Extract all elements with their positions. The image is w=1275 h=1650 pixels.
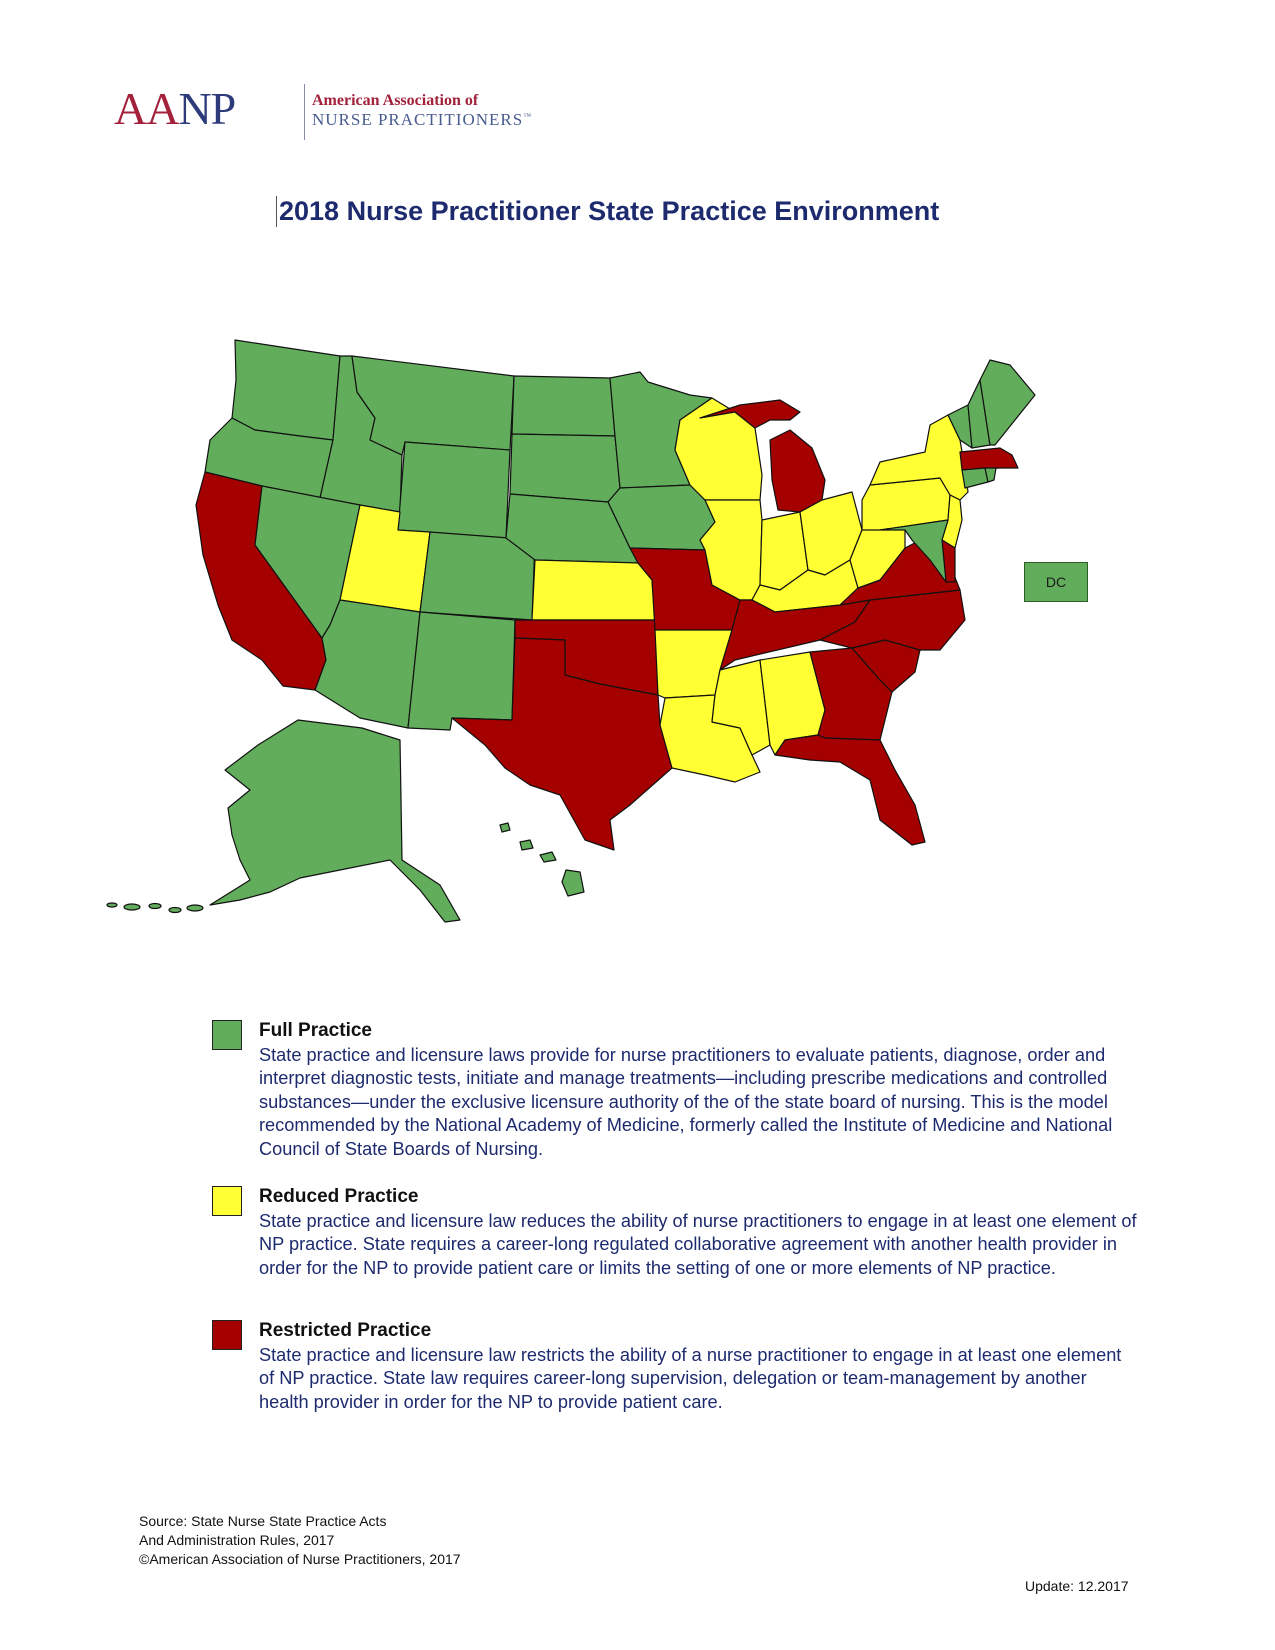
state-SD[interactable] xyxy=(510,434,620,502)
source-citation xyxy=(139,1512,461,1569)
aleutian-island xyxy=(149,904,161,909)
aanp-logo xyxy=(114,80,594,150)
logo-org-line2 xyxy=(312,110,531,130)
page-title: 2018 Nurse Practitioner State Practice Environment xyxy=(276,196,939,227)
state-KS[interactable] xyxy=(532,560,655,620)
legend-description-full: State practice and licensure laws provide for nurse practitioners to evaluate patients, diagnose, order and interpret diagnostic tests, initiate and manage treatments—including prescribe medications and controlled substances—under the exclusive licensure authority of the of the state board of nursing. This is the model recommended by the National Academy of Medicine, formerly called the Institute of Medicine and National Council of State Boards of Nursing. xyxy=(259,1045,1113,1159)
legend-title-restricted: Restricted Practice xyxy=(259,1320,432,1341)
aleutian-islands xyxy=(107,903,203,913)
dc-indicator[interactable]: DC xyxy=(1024,562,1088,602)
legend-swatch-reduced xyxy=(212,1186,242,1216)
legend-swatch-restricted xyxy=(212,1320,242,1350)
legend-description-reduced: State practice and licensure law reduces the ability of nurse practitioners to engage in at least one element of NP practice. State requires a career-long regulated collaborative agreement with another health provider in order for the NP to provide patient care or limits the setting of one or more elements of NP practice. xyxy=(259,1211,1137,1278)
source-line-1: Source: State Nurse State Practice Acts xyxy=(139,1513,387,1529)
map-svg xyxy=(100,330,1090,970)
legend-title-reduced: Reduced Practice xyxy=(259,1186,419,1207)
aleutian-island xyxy=(187,905,203,911)
state-CT[interactable] xyxy=(962,468,988,488)
logo-mark-np: NP xyxy=(178,83,236,134)
state-MA[interactable] xyxy=(960,448,1018,470)
legend-swatch-full xyxy=(212,1020,242,1050)
logo-divider xyxy=(304,84,305,140)
state-WA[interactable] xyxy=(232,340,340,440)
state-FL[interactable] xyxy=(775,735,925,845)
aleutian-island xyxy=(169,908,181,913)
aleutian-island xyxy=(124,904,140,910)
logo-trademark: ™ xyxy=(523,111,532,121)
logo-org-line1: American Association of xyxy=(312,92,479,109)
state-ND[interactable] xyxy=(512,376,615,436)
aleutian-island xyxy=(107,903,117,907)
legend-title-full: Full Practice xyxy=(259,1020,372,1041)
us-state-map xyxy=(100,330,1090,970)
state-MT[interactable] xyxy=(352,356,514,455)
source-line-2: And Administration Rules, 2017 xyxy=(139,1532,335,1548)
state-WY[interactable] xyxy=(398,442,510,538)
logo-mark xyxy=(114,83,236,134)
state-ME[interactable] xyxy=(980,360,1035,445)
state-HI[interactable] xyxy=(500,823,584,896)
state-NM[interactable] xyxy=(408,612,515,730)
source-line-3: ©American Association of Nurse Practitioners, 2017 xyxy=(139,1551,461,1567)
logo-org-line2-text: NURSE PRACTITIONERS xyxy=(312,110,524,129)
logo-mark-aa: AA xyxy=(114,83,179,134)
legend-description-restricted: State practice and licensure law restricts the ability of a nurse practitioner to engage in at least one element of NP practice. State law requires career-long supervision, delegation or team-management by another health provider in order for the NP to provide patient care. xyxy=(259,1345,1122,1412)
state-AK[interactable] xyxy=(210,720,460,922)
update-date: Update: 12.2017 xyxy=(1025,1578,1129,1594)
